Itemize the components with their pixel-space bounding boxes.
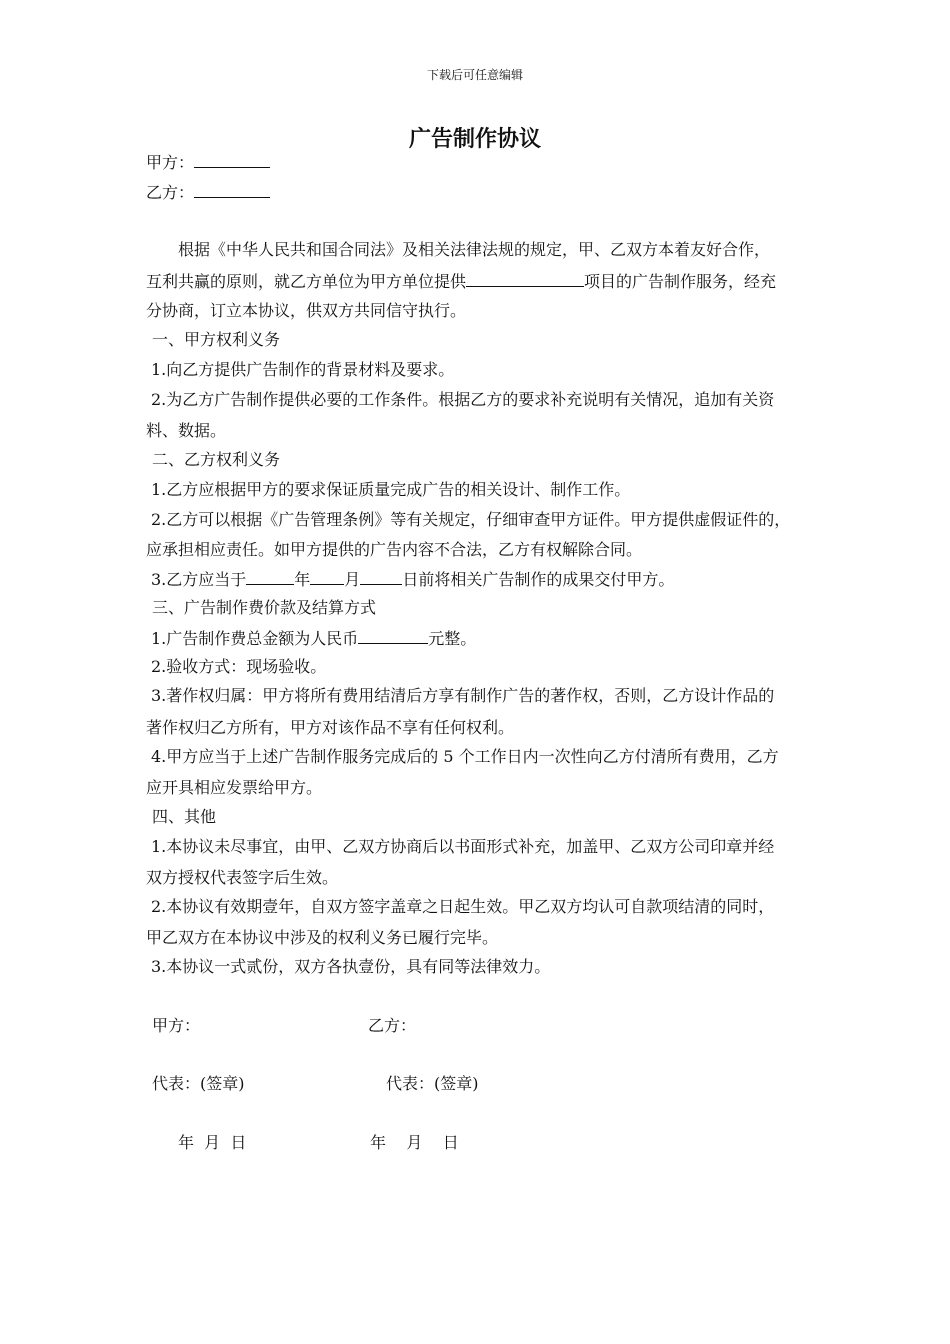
intro-line-3: 分协商，订立本协议，供双方共同信守执行。	[146, 301, 467, 320]
section-4-item-2-line-2: 甲乙双方在本协议中涉及的权利义务已履行完毕。	[146, 928, 499, 947]
intro-line-1: 根据《中华人民共和国合同法》及相关法律法规的规定，甲、乙双方本着友好合作，	[178, 240, 771, 259]
section-3-item-1-b: 元整。	[428, 629, 477, 648]
section-4-item-1-line-1: 1.本协议未尽事宜，由甲、乙双方协商后以书面形式补充，加盖甲、乙双方公司印章并经	[151, 837, 775, 856]
month-blank	[310, 569, 344, 585]
section-3-item-3-line-2: 著作权归乙方所有，甲方对该作品不享有任何权利。	[146, 718, 515, 737]
signature-rep-a: 代表：(签章)	[152, 1074, 245, 1093]
party-b-label: 乙方：	[146, 183, 195, 202]
header-note: 下载后可任意编辑	[426, 68, 523, 82]
party-a-blank	[194, 152, 270, 168]
party-a-line	[146, 152, 270, 173]
day-blank	[360, 569, 402, 585]
section-4-item-2-line-1: 2.本协议有效期壹年，自双方签字盖章之日起生效。甲乙双方均认可自款项结清的同时，	[151, 897, 775, 916]
section-3-heading: 三、广告制作费价款及结算方式	[152, 598, 377, 617]
section-2-item-3-b: 日前将相关广告制作的成果交付甲方。	[402, 570, 675, 589]
section-2-item-2-line-1: 2.乙方可以根据《广告管理条例》等有关规定，仔细审查甲方证件。甲方提供虚假证件的，	[151, 510, 791, 529]
section-4-item-1-line-2: 双方授权代表签字后生效。	[146, 868, 339, 887]
year-label: 年	[294, 570, 311, 589]
signature-party-a: 甲方：	[152, 1016, 201, 1035]
section-2-item-2-line-2: 应承担相应责任。如甲方提供的广告内容不合法，乙方有权解除合同。	[146, 540, 643, 559]
signature-date-b: 年 月 日	[370, 1133, 459, 1152]
section-3-item-1-a: 1.广告制作费总金额为人民币	[151, 629, 359, 648]
document-title: 广告制作协议	[408, 126, 541, 152]
section-1-item-2-line-2: 料、数据。	[146, 421, 227, 440]
section-3-item-3-line-1: 3.著作权归属：甲方将所有费用结清后方享有制作广告的著作权，否则，乙方设计作品的	[151, 686, 775, 705]
party-b-line	[146, 182, 270, 203]
section-3-item-1	[151, 628, 476, 649]
section-1-item-1: 1.向乙方提供广告制作的背景材料及要求。	[151, 360, 455, 379]
signature-party-b: 乙方：	[368, 1016, 417, 1035]
section-4-heading: 四、其他	[152, 807, 217, 826]
intro-line-2-b: 项目的广告制作服务，经充	[584, 272, 777, 291]
section-3-item-4-line-2: 应开具相应发票给甲方。	[146, 778, 323, 797]
section-1-item-2-line-1: 2.为乙方广告制作提供必要的工作条件。根据乙方的要求补充说明有关情况，追加有关资	[151, 390, 775, 409]
intro-line-2-a: 互利共赢的原则，就乙方单位为甲方单位提供	[146, 272, 467, 291]
section-2-item-3-a: 3.乙方应当于	[151, 570, 247, 589]
section-4-item-3: 3.本协议一式贰份，双方各执壹份，具有同等法律效力。	[151, 957, 551, 976]
party-b-blank	[194, 182, 270, 198]
project-blank	[466, 271, 584, 287]
signature-rep-b: 代表：(签章)	[386, 1074, 479, 1093]
section-3-item-2: 2.验收方式：现场验收。	[151, 657, 327, 676]
month-label: 月	[344, 570, 361, 589]
section-2-item-1: 1.乙方应根据甲方的要求保证质量完成广告的相关设计、制作工作。	[151, 480, 631, 499]
section-2-item-3	[151, 569, 674, 590]
year-blank	[246, 569, 294, 585]
party-a-label: 甲方：	[146, 153, 195, 172]
amount-blank	[358, 628, 428, 644]
signature-date-a: 年 月 日	[178, 1133, 247, 1152]
section-3-item-4-line-1: 4.甲方应当于上述广告制作服务完成后的 5 个工作日内一次性向乙方付清所有费用，乙方	[151, 747, 779, 766]
section-1-heading: 一、甲方权利义务	[152, 330, 281, 349]
intro-line-2	[146, 271, 776, 292]
section-2-heading: 二、乙方权利义务	[152, 450, 281, 469]
